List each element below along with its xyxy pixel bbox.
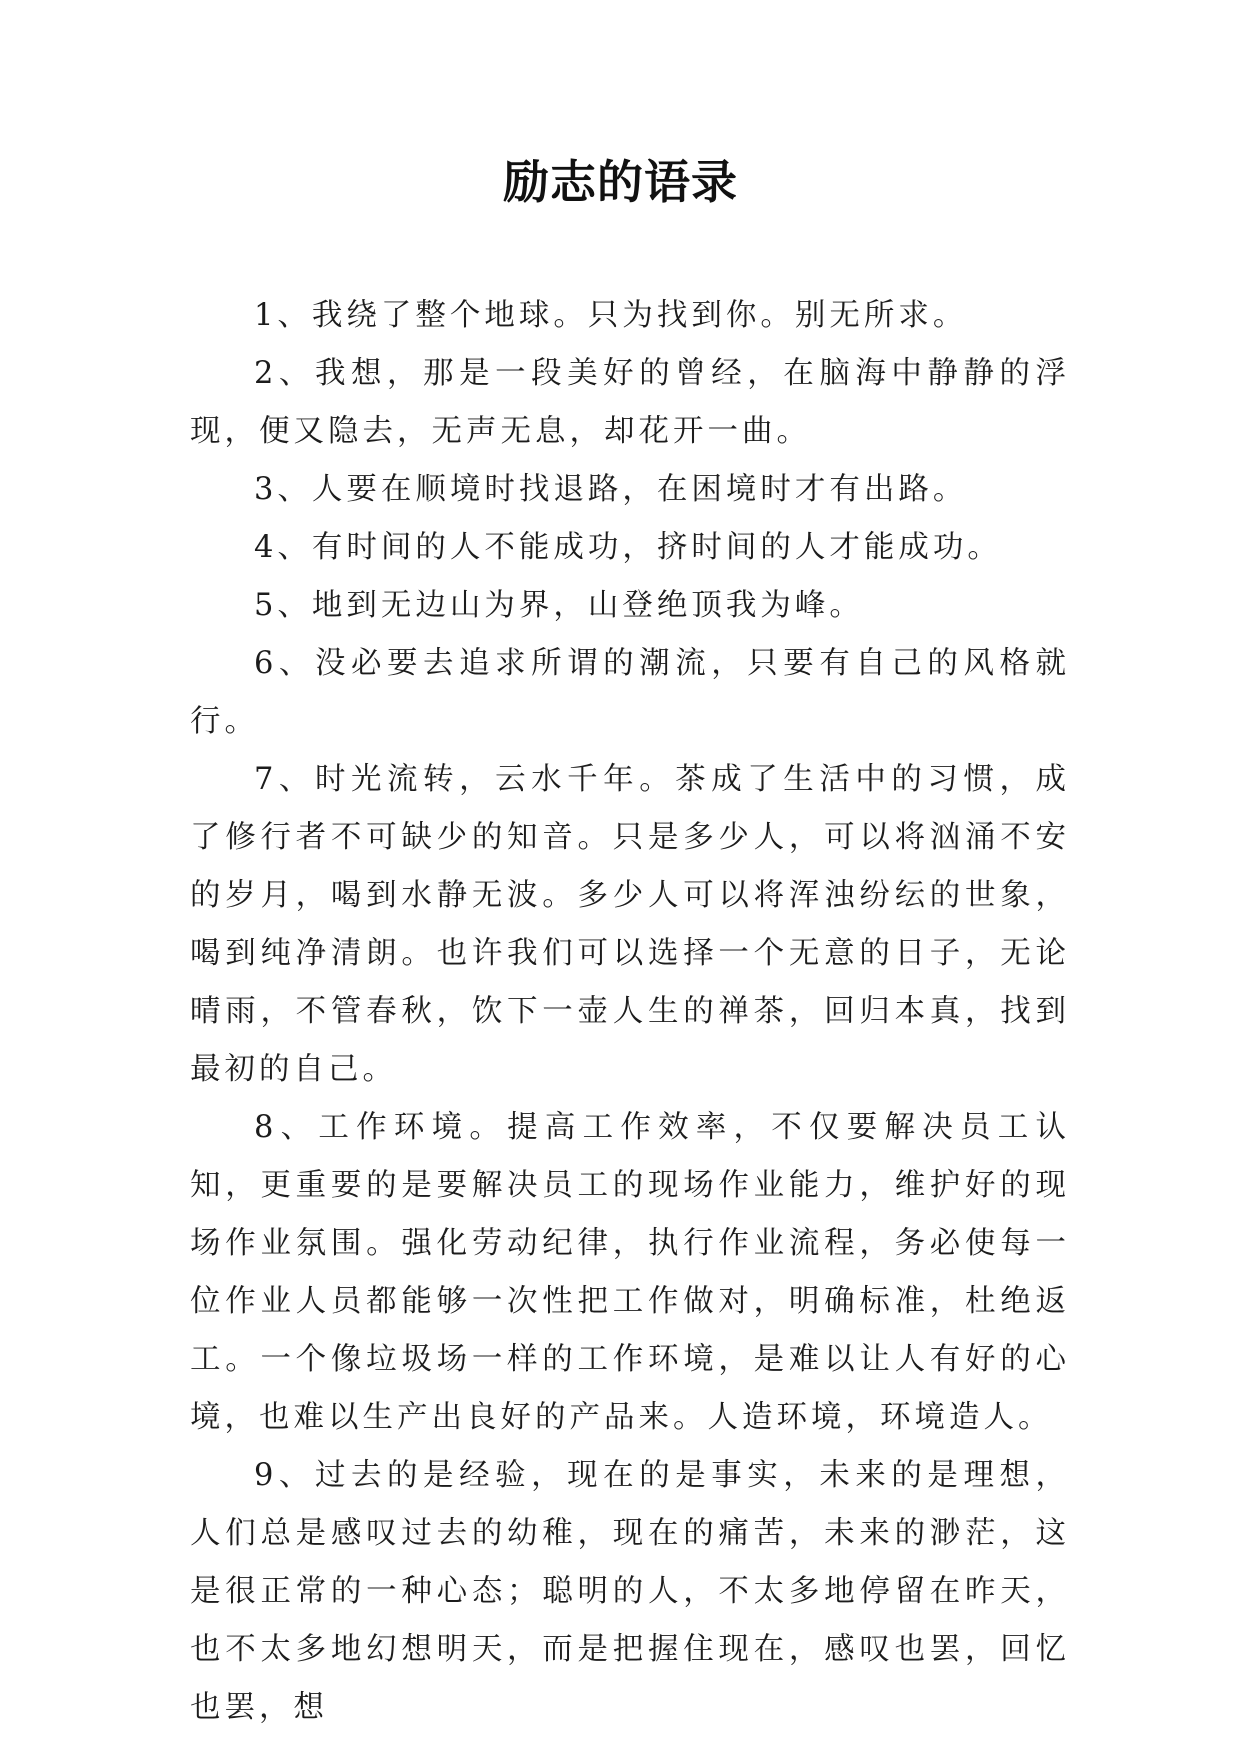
quote-paragraph-5: 5、地到无边山为界，山登绝顶我为峰。: [254, 588, 864, 623]
quote-paragraph-4: 4、有时间的人不能成功，挤时间的人才能成功。: [254, 530, 1002, 565]
quote-paragraph-1: 1、我绕了整个地球。只为找到你。别无所求。: [254, 298, 968, 333]
quote-paragraph-3: 3、人要在顺境时找退路，在困境时才有出路。: [254, 472, 968, 507]
quote-paragraph-7: 7、时光流转，云水千年。茶成了生活中的习惯，成了修行者不可缺少的知音。只是多少人，可以将汹涌不安的岁月，喝到水静无波。多少人可以将浑浊纷纭的世象，喝到纯净清朗。也许我们可以选择一个无意的日子，无论晴雨，不管春秋，饮下一壶人生的禅茶，回归本真，找到最初的自己。: [190, 762, 1070, 1087]
quote-paragraph-8: 8、工作环境。提高工作效率，不仅要解决员工认知，更重要的是要解决员工的现场作业能力，维护好的现场作业氛围。强化劳动纪律，执行作业流程，务必使每一位作业人员都能够一次性把工作做对，明确标准，杜绝返工。一个像垃圾场一样的工作环境，是难以让人有好的心境，也难以生产出良好的产品来。人造环境，环境造人。: [190, 1110, 1070, 1435]
quote-paragraph-2: 2、我想，那是一段美好的曾经，在脑海中静静的浮现，便又隐去，无声无息，却花开一曲。: [190, 356, 1070, 449]
quote-paragraph-9: 9、过去的是经验，现在的是事实，未来的是理想，人们总是感叹过去的幼稚，现在的痛苦，未来的渺茫，这是很正常的一种心态；聪明的人，不太多地停留在昨天，也不太多地幻想明天，而是把握住现在，感叹也罢，回忆也罢，想: [190, 1458, 1070, 1725]
quote-paragraph-6: 6、没必要去追求所谓的潮流，只要有自己的风格就行。: [190, 646, 1070, 739]
document-title: 励志的语录: [503, 155, 738, 209]
document-body: [190, 287, 1070, 1737]
